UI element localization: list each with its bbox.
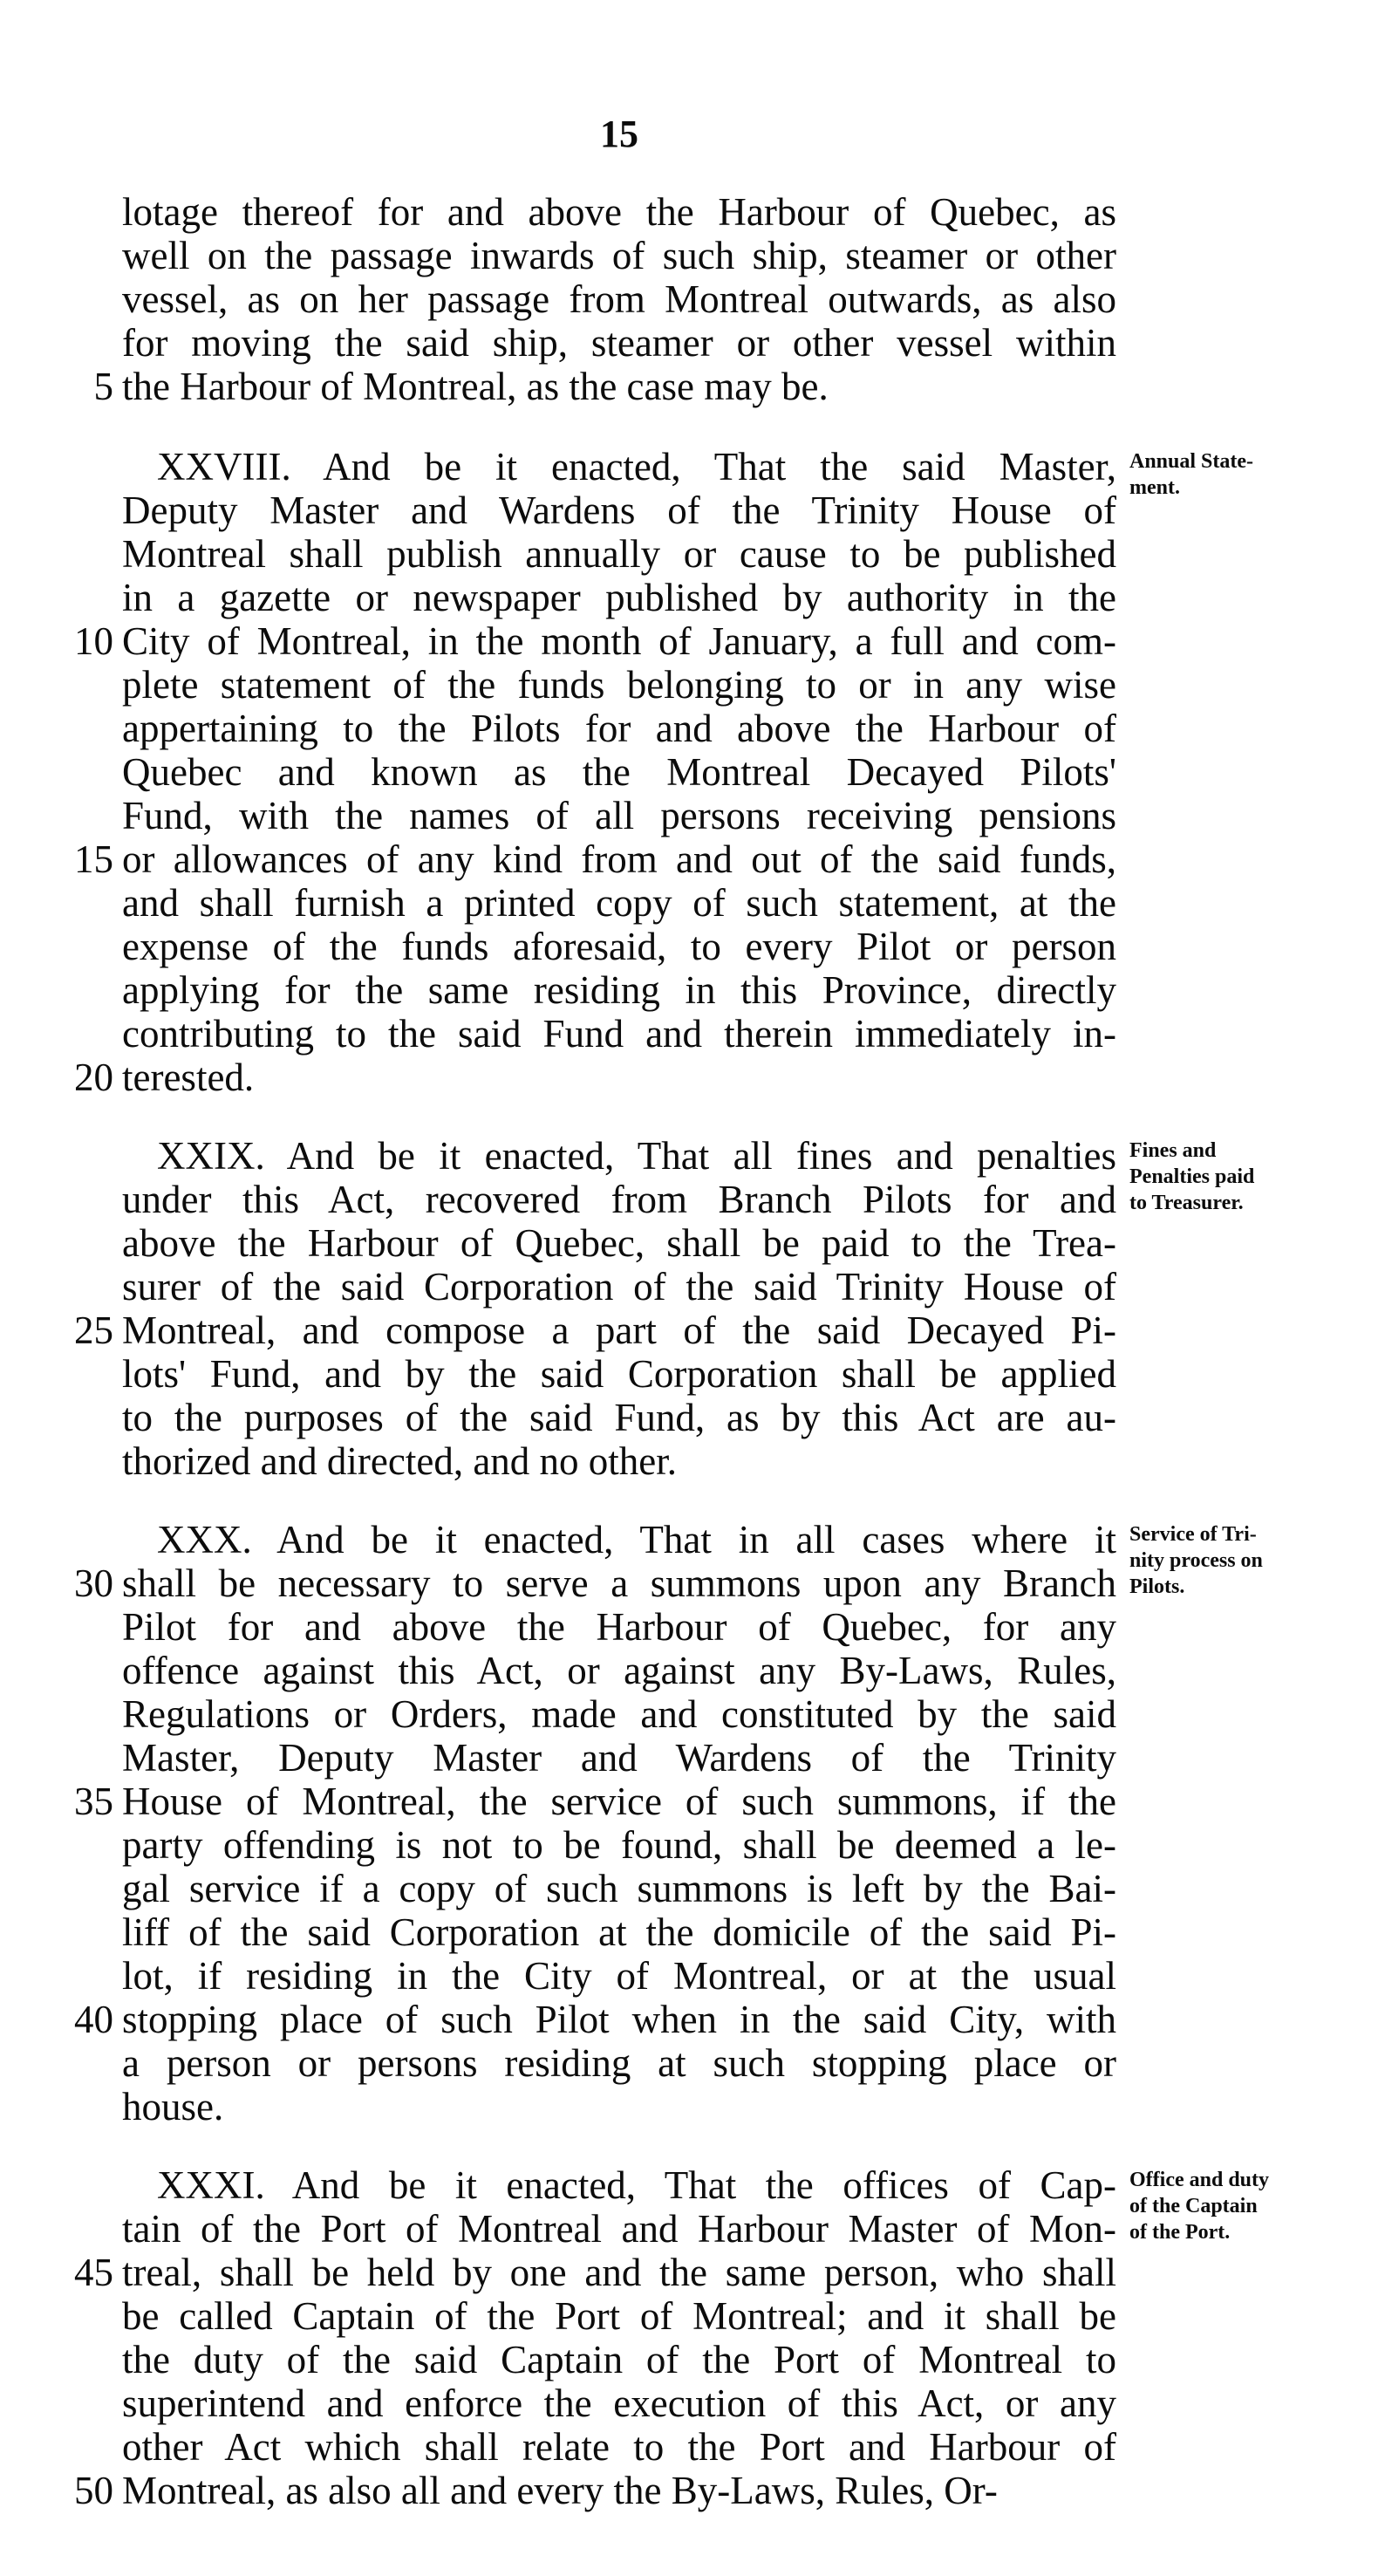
text-line: be called Captain of the Port of Montreal; and it shall be [122, 2294, 1116, 2338]
text-line: contributing to the said Fund and therein immediately in- [122, 1012, 1116, 1056]
margin-note-line: ment. [1129, 476, 1180, 499]
text-line: Master, Deputy Master and Wardens of the Trinity [122, 1736, 1116, 1780]
text-line: treal, shall be held by one and the same person, who shall [122, 2251, 1116, 2294]
text-line: Quebec and known as the Montreal Decayed Pilots' [122, 750, 1116, 794]
text-line: thorized and directed, and no other. [122, 1439, 678, 1483]
margin-note-line: Annual State- [1129, 450, 1254, 473]
margin-note-line: nity process on [1129, 1549, 1263, 1572]
text-line: House of Montreal, the service of such summons, if the [122, 1780, 1116, 1823]
text-line: vessel, as on her passage from Montreal outwards, as also [122, 277, 1116, 321]
text-line: XXX. And be it enacted, That in all cases where it [157, 1518, 1116, 1561]
text-line: Montreal shall publish annually or cause to be published [122, 532, 1116, 576]
line-number: 40 [74, 1998, 113, 2041]
text-line: other Act which shall relate to the Port and Harbour of [122, 2425, 1116, 2469]
text-line: surer of the said Corporation of the said Trinity House of [122, 1265, 1116, 1308]
text-line: offence against this Act, or against any By-Laws, Rules, [122, 1649, 1116, 1692]
margin-note-line: of the Captain [1129, 2195, 1258, 2217]
text-line: appertaining to the Pilots for and above the Harbour of [122, 707, 1116, 750]
text-line: plete statement of the funds belonging to or in any wise [122, 663, 1116, 707]
margin-note-line: Penalties paid [1129, 1165, 1255, 1188]
text-line: liff of the said Corporation at the domicile of the said Pi- [122, 1910, 1116, 1954]
text-line: shall be necessary to serve a summons upon any Branch [122, 1561, 1116, 1605]
page-number: 15 [600, 113, 638, 155]
text-line: XXXI. And be it enacted, That the offices of Cap- [157, 2163, 1116, 2207]
text-line: a person or persons residing at such stopping place or [122, 2041, 1116, 2085]
text-line: Pilot for and above the Harbour of Quebec, for any [122, 1605, 1116, 1649]
margin-note-line: of the Port. [1129, 2221, 1231, 2244]
line-number: 30 [74, 1561, 113, 1605]
text-line: well on the passage inwards of such ship, steamer or other [122, 234, 1116, 277]
text-line: house. [122, 2085, 224, 2128]
text-line: XXIX. And be it enacted, That all fines and penalties [157, 1134, 1116, 1178]
margin-note-line: to Treasurer. [1129, 1192, 1244, 1214]
text-line: terested. [122, 1056, 255, 1099]
text-line: under this Act, recovered from Branch Pilots for and [122, 1178, 1116, 1221]
text-line: gal service if a copy of such summons is left by the Bai- [122, 1867, 1116, 1910]
text-line: to the purposes of the said Fund, as by this Act are au- [122, 1396, 1116, 1439]
text-line: Fund, with the names of all persons receiving pensions [122, 794, 1116, 837]
line-number: 50 [74, 2469, 113, 2512]
text-line: or allowances of any kind from and out of the said funds, [122, 837, 1116, 881]
text-line: lots' Fund, and by the said Corporation shall be applied [122, 1352, 1116, 1396]
margin-note-line: Service of Tri- [1129, 1523, 1257, 1546]
text-line: in a gazette or newspaper published by authority in the [122, 576, 1116, 619]
text-line: City of Montreal, in the month of January, a full and com- [122, 619, 1116, 663]
text-line: expense of the funds aforesaid, to every Pilot or person [122, 925, 1116, 968]
line-number: 15 [74, 837, 113, 881]
text-line: superintend and enforce the execution of this Act, or any [122, 2381, 1116, 2425]
margin-note-line: Office and duty [1129, 2169, 1270, 2191]
text-line: the duty of the said Captain of the Port of Montreal to [122, 2338, 1116, 2381]
text-line: lot, if residing in the City of Montreal, or at the usual [122, 1954, 1116, 1998]
line-number: 35 [74, 1780, 113, 1823]
text-line: Montreal, as also all and every the By-Laws, Rules, Or- [122, 2469, 998, 2512]
text-line: applying for the same residing in this Province, directly [122, 968, 1116, 1012]
text-line: and shall furnish a printed copy of such statement, at the [122, 881, 1116, 925]
text-line: tain of the Port of Montreal and Harbour Master of Mon- [122, 2207, 1116, 2251]
line-number: 10 [74, 619, 113, 663]
text-line: Deputy Master and Wardens of the Trinity House of [122, 489, 1116, 532]
line-number: 20 [74, 1056, 113, 1099]
text-line: stopping place of such Pilot when in the said City, with [122, 1998, 1116, 2041]
text-line: party offending is not to be found, shall be deemed a le- [122, 1823, 1116, 1867]
text-line: Regulations or Orders, made and constituted by the said [122, 1692, 1116, 1736]
margin-note-line: Pilots. [1129, 1575, 1185, 1598]
line-number: 45 [74, 2251, 113, 2294]
text-line: Montreal, and compose a part of the said Decayed Pi- [122, 1308, 1116, 1352]
text-line: above the Harbour of Quebec, shall be paid to the Trea- [122, 1221, 1116, 1265]
margin-note-line: Fines and [1129, 1139, 1217, 1162]
text-line: the Harbour of Montreal, as the case may be. [122, 365, 829, 408]
line-number: 5 [93, 365, 113, 408]
text-line: lotage thereof for and above the Harbour of Quebec, as [122, 190, 1116, 234]
text-line: XXVIII. And be it enacted, That the said Master, [157, 445, 1116, 489]
text-line: for moving the said ship, steamer or other vessel within [122, 321, 1116, 365]
line-number: 25 [74, 1308, 113, 1352]
